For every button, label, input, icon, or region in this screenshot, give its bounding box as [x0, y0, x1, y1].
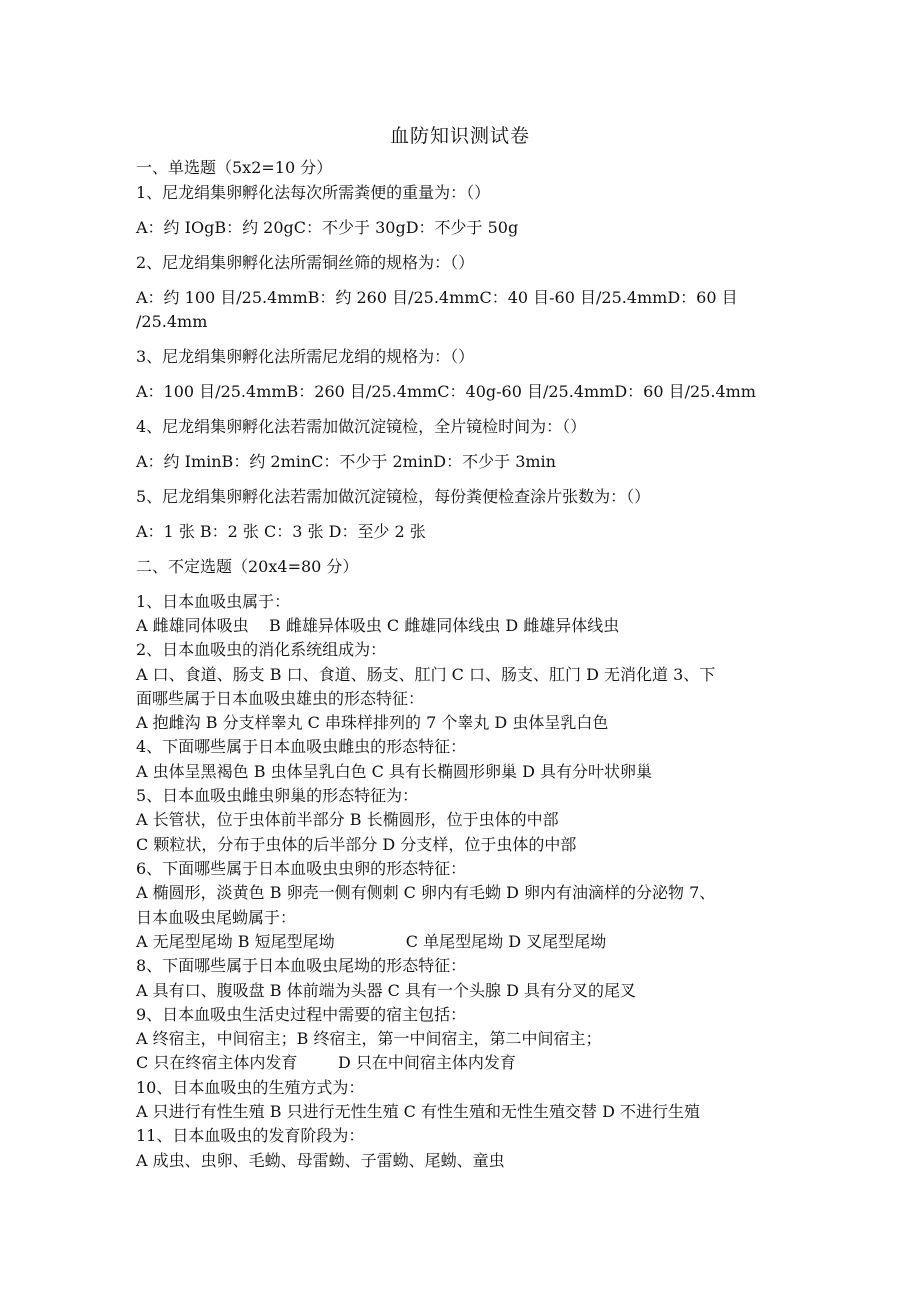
section2-line: 日本血吸虫尾蚴属于： — [136, 908, 297, 927]
section2-line: A 成虫、虫卵、毛蚴、母雷蚴、子雷蚴、尾蚴、童虫 — [136, 1151, 505, 1170]
section2-line: 6、下面哪些属于日本血吸虫虫卵的形态特征： — [136, 859, 467, 878]
question-options: A：1 张 B：2 张 C：3 张 D：至少 2 张 — [136, 522, 426, 541]
question-options: A：100 目/25.4mmB：260 目/25.4mmC：40g-60 目/25.4mmD：60 目/25.4mm — [136, 382, 756, 401]
section2-line: 11、日本血吸虫的发育阶段为： — [136, 1126, 365, 1145]
section2-line: C 颗粒状，分布于虫体的后半部分 D 分支样，位于虫体的中部 — [136, 835, 577, 854]
section2-line: A 无尾型尾坳 B 短尾型尾坳 C 单尾型尾坳 D 叉尾型尾坳 — [136, 932, 607, 951]
question-text: 2、尼龙绢集卵孵化法所需铜丝筛的规格为：（） — [136, 253, 475, 272]
section2-line: A 只进行有性生殖 B 只进行无性生殖 C 有性生殖和无性生殖交替 D 不进行生殖 — [136, 1102, 700, 1121]
section2-heading: 二、不定选题（20x4=80 分） — [136, 557, 359, 576]
section2-line: A 雌雄同体吸虫 B 雌雄异体吸虫 C 雌雄同体线虫 D 雌雄异体线虫 — [136, 616, 620, 635]
section2-line: A 虫体呈黑褐色 B 虫体呈乳白色 C 具有长椭圆形卵巢 D 具有分叶状卵巢 — [136, 762, 652, 781]
section2-line: 面哪些属于日本血吸虫雄虫的形态特征： — [136, 689, 425, 708]
question-text: 1、尼龙绢集卵孵化法每次所需粪便的重量为：（） — [136, 183, 491, 202]
section2-line: A 具有口、腹吸盘 B 体前端为头器 C 具有一个头腺 D 具有分叉的尾叉 — [136, 981, 636, 1000]
section1-heading: 一、单选题（5x2=10 分） — [136, 158, 333, 177]
section2-line: 9、日本血吸虫生活史过程中需要的宿主包括： — [136, 1005, 467, 1024]
section2-line: 2、日本血吸虫的消化系统组成为： — [136, 640, 387, 659]
section2-line: A 口、食道、肠支 B 口、食道、肠支、肛门 C 口、肠支、肛门 D 无消化道 3、下 — [136, 665, 716, 684]
section2-line: A 椭圆形，淡黄色 B 卵壳一侧有侧刺 C 卵内有毛蚴 D 卵内有油滴样的分泌物 7、 — [136, 883, 716, 902]
question-options: A：约 IOgB：约 20gC：不少于 30gD：不少于 50g — [136, 218, 519, 237]
section2-line: 10、日本血吸虫的生殖方式为： — [136, 1078, 365, 1097]
section2-line: 4、下面哪些属于日本血吸虫雌虫的形态特征： — [136, 737, 467, 756]
question-options: A：约 100 目/25.4mmB：约 260 目/25.4mmC：40 目-60 目/25.4mmD：60 目 — [136, 288, 738, 307]
question-options: A：约 IminB：约 2minC：不少于 2minD：不少于 3min — [136, 452, 556, 471]
section2-line: A 终宿主，中间宿主；B 终宿主，第一中间宿主，第二中间宿主； — [136, 1029, 602, 1048]
section2-line: 8、下面哪些属于日本血吸虫尾坳的形态特征： — [136, 956, 467, 975]
section2-line: C 只在终宿主体内发育 D 只在中间宿主体内发育 — [136, 1053, 516, 1072]
page-title: 血防知识测试卷 — [389, 125, 530, 147]
question-options-continued: /25.4mm — [136, 312, 208, 331]
section2-line: A 长管状，位于虫体前半部分 B 长椭圆形，位于虫体的中部 — [136, 810, 559, 829]
section2-line: A 抱雌沟 B 分支样睾丸 C 串珠样排列的 7 个睾丸 D 虫体呈乳白色 — [136, 713, 609, 732]
section2-line: 1、日本血吸虫属于： — [136, 592, 291, 611]
question-text: 5、尼龙绢集卵孵化法若需加做沉淀镜检，每份粪便检查涂片张数为：（） — [136, 487, 651, 506]
question-text: 4、尼龙绢集卵孵化法若需加做沉淀镜检，全片镜检时间为：（） — [136, 417, 587, 436]
section2-line: 5、日本血吸虫雌虫卵巢的形态特征为： — [136, 786, 419, 805]
question-text: 3、尼龙绢集卵孵化法所需尼龙绢的规格为：（） — [136, 347, 475, 366]
